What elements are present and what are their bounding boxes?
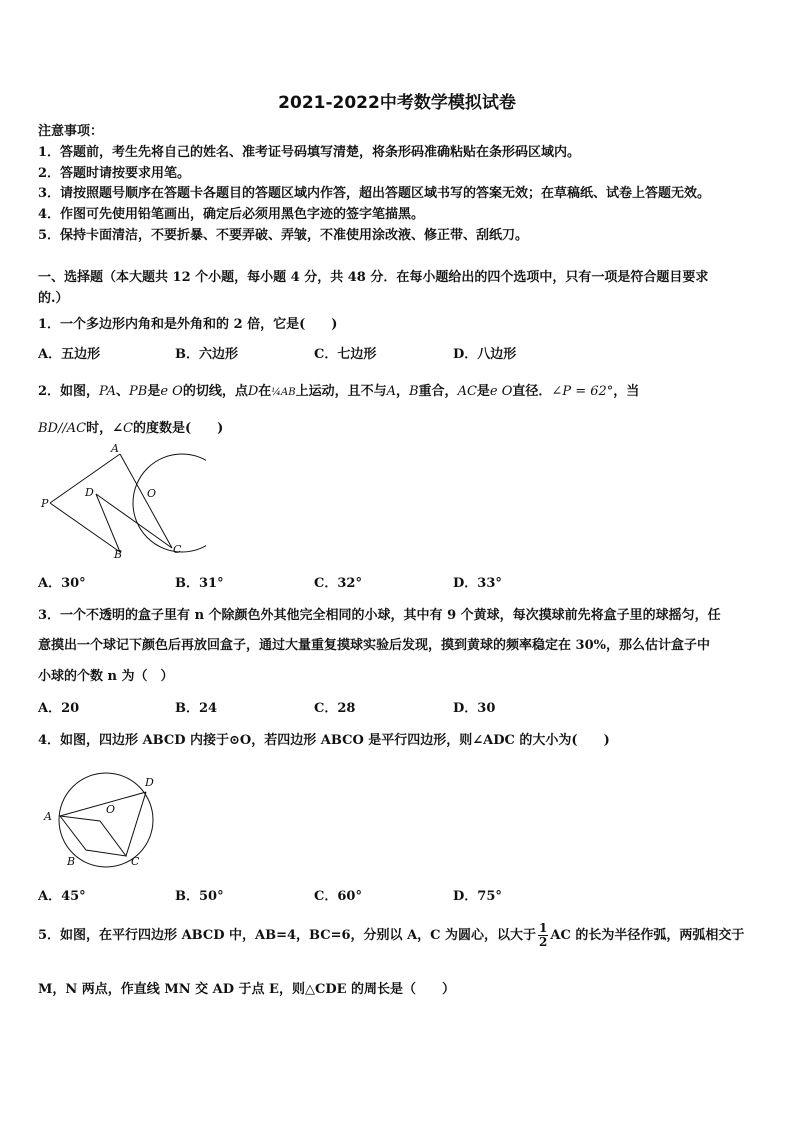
- label-o: O: [147, 487, 157, 500]
- option-c[interactable]: C．28: [314, 701, 356, 716]
- notice-item: 2．答题时请按要求用笔。: [38, 166, 191, 181]
- stem-text: 5．如图，在平行四边形 ABCD 中，AB=4，BC=6，分别以 A，C 为圆心，以大于: [38, 928, 537, 943]
- option-a[interactable]: A．20: [38, 701, 80, 716]
- label-b: B: [114, 548, 123, 561]
- stem-text: 、: [116, 384, 130, 399]
- question-2-stem: [38, 380, 639, 399]
- stem-text: AC 的长为半径作弧，两弧相交于: [550, 928, 745, 943]
- label-a: A: [44, 810, 52, 823]
- option-c[interactable]: C．七边形: [314, 347, 377, 362]
- stem-text: ，: [395, 384, 409, 399]
- option-c[interactable]: C．32°: [314, 576, 362, 591]
- option-c[interactable]: C．60°: [314, 889, 362, 904]
- question-2-figure: [36, 440, 206, 568]
- question-5-stem-cont: M，N 两点，作直线 MN 交 AD 于点 E，则△CDE 的周长是（ ）: [38, 982, 456, 997]
- question-2-stem-cont: [38, 417, 223, 436]
- label-p: P: [41, 497, 49, 510]
- stem-text: 2．如图，: [38, 384, 100, 399]
- stem-text: 重合，: [418, 384, 458, 399]
- math-ac: AC: [457, 384, 477, 399]
- question-3-stem-cont: 意摸出一个球记下颜色后再放回盒子，通过大量重复摸球实验后发现，摸到黄球的频率稳定在 30%，那么估计盒子中: [38, 638, 710, 653]
- option-d[interactable]: D．33°: [453, 576, 502, 591]
- math-d: D: [247, 384, 259, 399]
- stem-text: 是: [147, 384, 161, 399]
- math-pa: PA: [99, 384, 116, 399]
- notice-item: 4．作图可先使用铅笔画出，确定后必须用黑色字迹的签字笔描黑。: [38, 207, 425, 222]
- label-b: B: [67, 855, 76, 868]
- option-b[interactable]: B．24: [175, 701, 218, 716]
- math-a: A: [386, 384, 396, 399]
- fraction-denominator: 2: [539, 935, 548, 949]
- label-d: D: [85, 486, 94, 499]
- stem-text: 时，∠: [86, 421, 123, 436]
- math-parallel: BD//AC: [38, 421, 87, 436]
- question-4-stem: 4．如图，四边形 ABCD 内接于⊙O，若四边形 ABCO 是平行四边形，则∠ADC 的大小为( ): [38, 733, 610, 748]
- chord-ad: [60, 792, 146, 816]
- stem-text: 在: [258, 384, 272, 399]
- option-d[interactable]: D．75°: [453, 889, 502, 904]
- stem-text: 的度数是( ): [132, 421, 224, 436]
- fraction-half: [538, 922, 548, 949]
- section-heading: 一、选择题（本大题共 12 个小题，每小题 4 分，共 48 分．在每小题给出的四个选项中，只有一项是符合题目要求: [38, 270, 709, 285]
- label-a: A: [111, 442, 119, 455]
- notice-heading: 注意事项：: [38, 124, 104, 139]
- chord-dc: [126, 792, 146, 856]
- math-c: C: [122, 421, 133, 436]
- question-3-stem-cont: 小球的个数 n 为（ ）: [38, 669, 174, 684]
- section-heading-cont: 的.）: [38, 291, 69, 306]
- notice-item: 1．答题前，考生先将自己的姓名、准考证号码填写清楚，将条形码准确粘贴在条形码区域内。: [38, 145, 581, 160]
- stem-text: 是: [476, 384, 490, 399]
- notice-item: 5．保持卡面清洁，不要折暴、不要弄破、弄皱，不准使用涂改液、修正带、刮纸刀。: [38, 228, 529, 243]
- label-o: O: [106, 803, 116, 816]
- fraction-numerator: 1: [539, 921, 548, 935]
- option-b[interactable]: B．50°: [175, 889, 224, 904]
- option-d[interactable]: D．30: [453, 701, 496, 716]
- math-arc: ¼AB: [271, 387, 296, 398]
- math-circle: e O: [160, 384, 183, 399]
- option-a[interactable]: A．五边形: [38, 347, 101, 362]
- stem-text: 上运动，且不与: [295, 384, 387, 399]
- math-angle: ∠P = 62°: [551, 384, 614, 399]
- option-a[interactable]: A．30°: [38, 576, 86, 591]
- math-pb: PB: [129, 384, 148, 399]
- option-d[interactable]: D．八边形: [453, 347, 517, 362]
- label-c: C: [131, 855, 140, 868]
- notice-item: 3．请按照题号顺序在答题卡各题目的答题区域内作答，超出答题区域书写的答案无效；在草稿纸、试卷上答题无效。: [38, 186, 711, 201]
- question-5-stem: [38, 922, 744, 949]
- label-d: D: [145, 776, 154, 789]
- stem-text: 直径．: [512, 384, 552, 399]
- option-a[interactable]: A．45°: [38, 889, 86, 904]
- page-title: 2021-2022中考数学模拟试卷: [278, 93, 516, 113]
- question-4-figure: [36, 770, 166, 870]
- option-b[interactable]: B．31°: [175, 576, 224, 591]
- option-b[interactable]: B．六边形: [175, 347, 238, 362]
- stem-text: 的切线，点: [182, 384, 248, 399]
- label-c: C: [173, 543, 182, 556]
- math-b: B: [408, 384, 419, 399]
- stem-text: ，当: [613, 384, 640, 399]
- circle-o: [133, 454, 206, 552]
- diameter-ac: [120, 454, 172, 548]
- question-3-stem: 3．一个不透明的盒子里有 n 个除颜色外其他完全相同的小球，其中有 9 个黄球，每次摸球前先将盒子里的球摇匀，任: [38, 608, 721, 623]
- math-circle: e O: [489, 384, 513, 399]
- question-1-stem: 1．一个多边形内角和是外角和的 2 倍，它是( ): [38, 317, 338, 332]
